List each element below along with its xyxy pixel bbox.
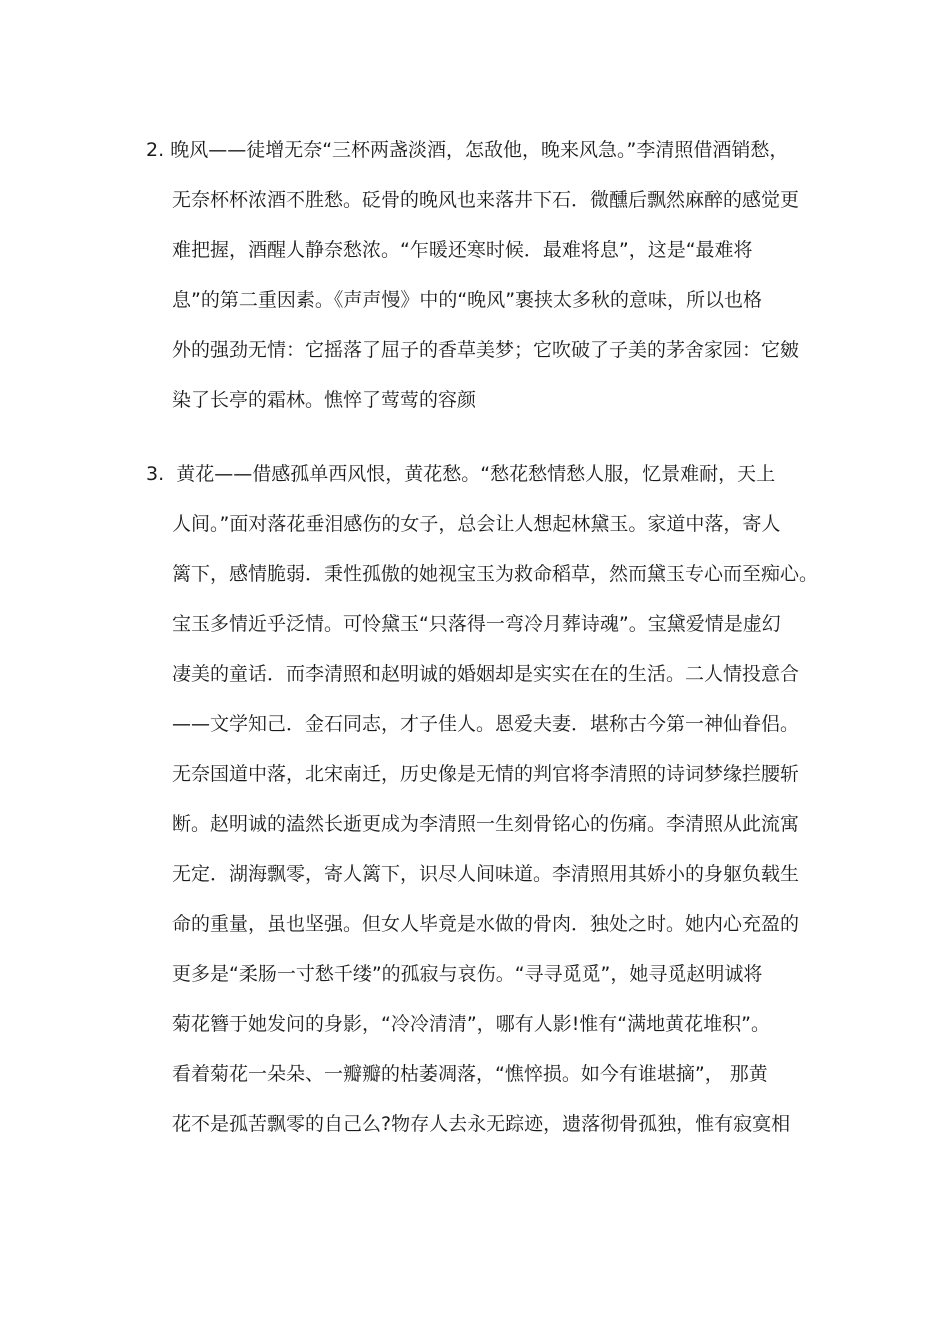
paragraph-line: 息”的第二重因素。《声声慢》中的“晚风”裹挟太多秋的意味，所以也格 [172, 289, 763, 311]
paragraph-line: 难把握，酒醒人静奈愁浓。“乍暖还寒时候．最难将息”，这是“最难将 [172, 239, 753, 261]
paragraph-line: 断。赵明诚的溘然长逝更成为李清照一生刻骨铭心的伤痛。李清照从此流寓 [172, 813, 800, 835]
item-number: 2. [146, 139, 165, 161]
paragraph-line: 3. 黄花——借感孤单西风恨，黄花愁。“愁花愁情愁人服，忆景难耐，天上 [146, 463, 776, 485]
paragraph-line: 凄美的童话．而李清照和赵明诚的婚姻却是实实在在的生活。二人情投意合 [172, 663, 800, 685]
paragraph-line: 更多是“柔肠一寸愁千缕”的孤寂与哀伤。“寻寻觅觅”，她寻觅赵明诚将 [172, 963, 763, 985]
paragraph-line: 看着菊花一朵朵、一瓣瓣的枯萎凋落，“憔悴损。如今有谁堪摘”， 那黄 [172, 1063, 768, 1085]
item-number: 3. [146, 463, 165, 485]
paragraph-line: 命的重量，虽也坚强。但女人毕竟是水做的骨肉．独处之时。她内心充盈的 [172, 913, 800, 935]
paragraph-line: 外的强劲无情：它摇落了屈子的香草美梦；它吹破了子美的茅舍家园：它皴 [172, 339, 800, 361]
paragraph-line: 篱下，感情脆弱．秉性孤傲的她视宝玉为救命稻草，然而黛玉专心而至痴心。 [172, 563, 819, 585]
paragraph-line: 无奈杯杯浓酒不胜愁。砭骨的晚风也来落井下石．微醺后飘然麻醉的感觉更 [172, 189, 800, 211]
paragraph-line: 无定．湖海飘零，寄人篱下，识尽人间味道。李清照用其娇小的身躯负载生 [172, 863, 800, 885]
paragraph-line: 宝玉多情近乎泛情。可怜黛玉“只落得一弯冷月葬诗魂”。宝黛爱情是虚幻 [172, 613, 781, 635]
paragraph-line: 花不是孤苦飘零的自己么?物存人去永无踪迹，遗落彻骨孤独，惟有寂寞相 [172, 1113, 791, 1135]
paragraph-line: 2. 晚风——徒增无奈“三杯两盏淡酒，怎敌他，晚来风急。”李清照借酒销愁， [146, 139, 789, 161]
paragraph-line: 菊花簪于她发问的身影，“冷冷清清”，哪有人影!惟有“满地黄花堆积”。 [172, 1013, 770, 1035]
paragraph-line: 无奈国道中落，北宋南迁，历史像是无情的判官将李清照的诗词梦缘拦腰斩 [172, 763, 800, 785]
paragraph-line: 人间。”面对落花垂泪感伤的女子，总会让人想起林黛玉。家道中落，寄人 [172, 513, 781, 535]
paragraph-line: ——文学知己．金石同志，才子佳人。恩爱夫妻．堪称古今第一神仙眷侣。 [172, 713, 800, 735]
paragraph-line: 染了长亭的霜林。憔悴了莺莺的容颜 [172, 389, 477, 411]
